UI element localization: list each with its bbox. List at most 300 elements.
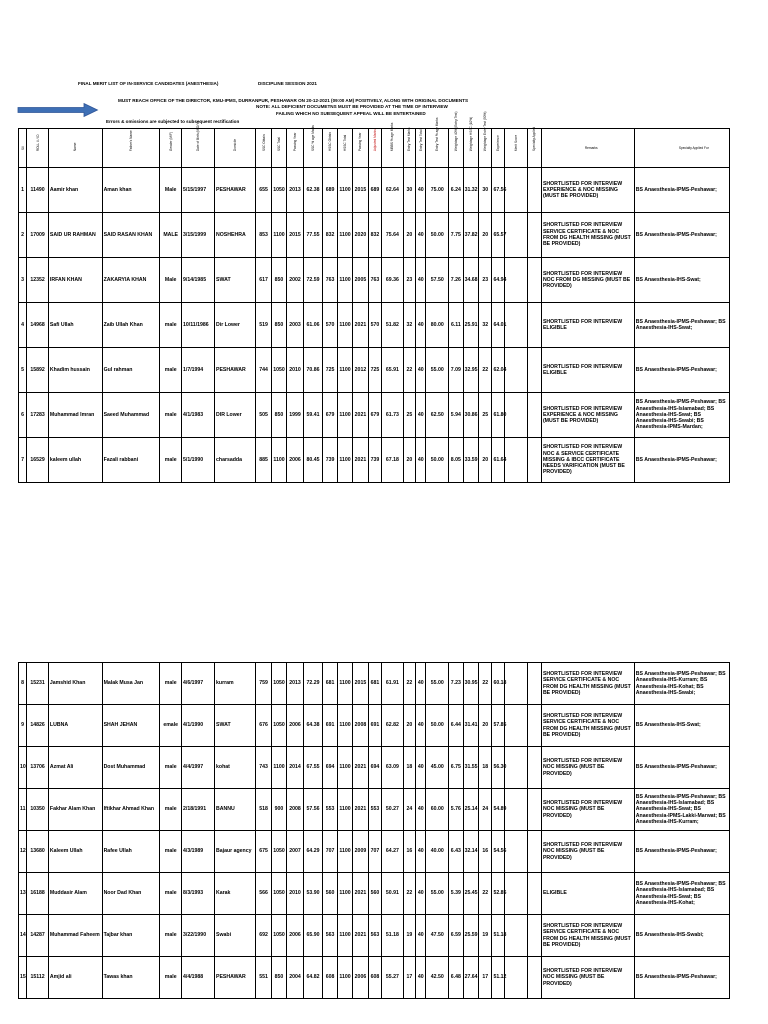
cell-specialty: BS Anaesthesia-IPMS-Peshawar; — [634, 348, 729, 393]
cell-c12: 55.00 — [426, 348, 449, 393]
cell-c14: 31.55 — [463, 747, 478, 789]
cell-remarks: SHORTLISTED FOR INTERVIEW NOC FROM DG MISSING (MUST BE PROVIDED) — [541, 258, 634, 303]
column-header: Weightage 40% (Entry Test) — [449, 129, 463, 168]
cell-c10: 30 — [403, 168, 415, 213]
cell-c9: 65.91 — [382, 348, 404, 393]
cell-remarks: SHORTLISTED FOR INTERVIEW ELIGIBLE — [541, 348, 634, 393]
cell-blank — [527, 957, 541, 999]
cell-merit2 — [504, 168, 527, 213]
cell-c12: 62.50 — [426, 393, 449, 438]
cell-c1: 551 — [256, 957, 271, 999]
cell-sno: 10 — [19, 747, 27, 789]
cell-c3: 2006 — [287, 438, 304, 483]
cell-c12: 50.00 — [426, 705, 449, 747]
cell-c2: 1100 — [271, 438, 286, 483]
cell-name: LUBNA — [48, 705, 102, 747]
cell-c8: 691 — [368, 705, 381, 747]
cell-c10: 18 — [403, 747, 415, 789]
cell-c5: 563 — [323, 915, 337, 957]
cell-c13: 8.05 — [449, 438, 463, 483]
cell-c11: 40 — [416, 213, 426, 258]
cell-c3: 2010 — [287, 348, 304, 393]
cell-name: kaleem ullah — [48, 438, 102, 483]
errors-note: Errors & omissions are subjected to subsequent rectification — [106, 119, 240, 124]
cell-c12: 45.00 — [426, 747, 449, 789]
table-row — [19, 789, 730, 831]
cell-dob: 1/7/1994 — [182, 348, 215, 393]
cell-c15: 16 — [479, 831, 492, 873]
cell-c9: 67.18 — [382, 438, 404, 483]
merit-table-2 — [18, 662, 730, 999]
cell-c2: 900 — [271, 789, 286, 831]
cell-c4: 72.59 — [303, 258, 323, 303]
cell-c6: 1100 — [337, 831, 352, 873]
cell-c15: 24 — [479, 789, 492, 831]
cell-roll: 15892 — [27, 348, 49, 393]
column-header: Entry Test % age Marks — [426, 129, 449, 168]
cell-specialty: BS Anaesthesia-IPMS-Peshawar; BS Anaesthesia-IHS-Islamabad; BS Anaesthesia-IHS-Swat; BS Anaesthesia-IHS-Swabi; BS Anaesthesia-IPMS-Mardan; — [634, 393, 729, 438]
cell-gender: male — [160, 663, 182, 705]
cell-sno: 2 — [19, 213, 27, 258]
cell-c5: 570 — [323, 303, 337, 348]
cell-c14: 25.14 — [463, 789, 478, 831]
cell-roll: 14968 — [27, 303, 49, 348]
cell-c8: 707 — [368, 831, 381, 873]
cell-dob: 4/6/1997 — [182, 663, 215, 705]
cell-c6: 1100 — [337, 957, 352, 999]
cell-c11: 40 — [416, 789, 426, 831]
cell-merit: 61.80 — [492, 393, 504, 438]
cell-c7: 2021 — [353, 303, 368, 348]
cell-c7: 2021 — [353, 438, 368, 483]
cell-c4: 62.38 — [303, 168, 323, 213]
cell-c13: 6.48 — [449, 957, 463, 999]
cell-c7: 2015 — [353, 168, 368, 213]
cell-c13: 6.75 — [449, 747, 463, 789]
cell-specialty: BS Anaesthesia-IPMS-Peshawar; BS Anaesthesia-IHS-Kurram; BS Anaesthesia-IHS-Kohat; BS Anaesthesia-IHS-Swabi; — [634, 663, 729, 705]
cell-c10: 20 — [403, 213, 415, 258]
cell-gender: male — [160, 348, 182, 393]
cell-c4: 72.29 — [303, 663, 323, 705]
cell-roll: 14826 — [27, 705, 49, 747]
cell-merit2 — [504, 348, 527, 393]
cell-sno: 4 — [19, 303, 27, 348]
cell-c6: 1100 — [337, 348, 352, 393]
cell-c8: 694 — [368, 747, 381, 789]
cell-c3: 2003 — [287, 303, 304, 348]
cell-domicile: PESHAWAR — [215, 168, 256, 213]
cell-c5: 832 — [323, 213, 337, 258]
cell-c10: 20 — [403, 705, 415, 747]
cell-specialty: BS Anaesthesia-IPMS-Peshawar; BS Anaesthesia-IHS-Islamabad; BS Anaesthesia-IHS-Swat; BS Anaesthesia-IHS-Kohat; — [634, 873, 729, 915]
cell-domicile: kurram — [215, 663, 256, 705]
cell-merit: 67.56 — [492, 168, 504, 213]
cell-remarks: SHORTLISTED FOR INTERVIEW NOC MISSING (MUST BE PROVIDED) — [541, 957, 634, 999]
warning-line: FAILING WHICH NO SUBSEQUENT APPEAL WILL BE ENTERTAINED — [276, 111, 426, 116]
cell-father: Malak Musa Jan — [102, 663, 160, 705]
cell-blank — [527, 303, 541, 348]
cell-c12: 57.50 — [426, 258, 449, 303]
cell-c1: 743 — [256, 747, 271, 789]
cell-father: Dost Muhammad — [102, 747, 160, 789]
cell-remarks: SHORTLISTED FOR INTERVIEW SERVICE CERTIFICATE & NOC FROM DG HEALTH MISSING (MUST BE PROVIDED) — [541, 915, 634, 957]
column-header: Passing Year — [287, 129, 304, 168]
cell-domicile: NOSHEHRA — [215, 213, 256, 258]
cell-father: SAID RASAN KHAN — [102, 213, 160, 258]
cell-c2: 850 — [271, 303, 286, 348]
cell-gender: male — [160, 789, 182, 831]
cell-gender: Male — [160, 258, 182, 303]
cell-c15: 30 — [479, 168, 492, 213]
cell-gender: male — [160, 438, 182, 483]
cell-c12: 55.00 — [426, 663, 449, 705]
cell-c6: 1100 — [337, 168, 352, 213]
cell-roll: 10350 — [27, 789, 49, 831]
cell-c13: 7.75 — [449, 213, 463, 258]
cell-c10: 24 — [403, 789, 415, 831]
cell-merit2 — [504, 393, 527, 438]
cell-roll: 12352 — [27, 258, 49, 303]
cell-merit: 51.12 — [492, 957, 504, 999]
cell-gender: male — [160, 747, 182, 789]
cell-sno: 8 — [19, 663, 27, 705]
table-row — [19, 957, 730, 999]
cell-gender: emale — [160, 705, 182, 747]
cell-c9: 51.18 — [382, 915, 404, 957]
cell-name: Muddasir Alam — [48, 873, 102, 915]
cell-c15: 25 — [479, 393, 492, 438]
cell-c5: 679 — [323, 393, 337, 438]
cell-c14: 25.45 — [463, 873, 478, 915]
cell-name: Kaleem Ullah — [48, 831, 102, 873]
cell-specialty: BS Anaesthesia-IHS-Swat; — [634, 258, 729, 303]
cell-c4: 57.56 — [303, 789, 323, 831]
cell-merit2 — [504, 873, 527, 915]
cell-c2: 1050 — [271, 915, 286, 957]
cell-c14: 37.82 — [463, 213, 478, 258]
cell-c1: 617 — [256, 258, 271, 303]
cell-c4: 77.55 — [303, 213, 323, 258]
cell-specialty: BS Anaesthesia-IPMS-Peshawar; BS Anaesthesia-IHS-Swat; — [634, 303, 729, 348]
cell-c4: 61.06 — [303, 303, 323, 348]
cell-remarks: SHORTLISTED FOR INTERVIEW EXPERIENCE & NOC MISSING (MUST BE PROVIDED) — [541, 393, 634, 438]
cell-c1: 566 — [256, 873, 271, 915]
cell-specialty: BS Anaesthesia-IPMS-Peshawar; — [634, 957, 729, 999]
cell-roll: 15231 — [27, 663, 49, 705]
cell-c5: 763 — [323, 258, 337, 303]
cell-c6: 1100 — [337, 663, 352, 705]
cell-c3: 2015 — [287, 213, 304, 258]
cell-c9: 50.27 — [382, 789, 404, 831]
cell-c4: 70.86 — [303, 348, 323, 393]
cell-sno: 1 — [19, 168, 27, 213]
cell-sno: 12 — [19, 831, 27, 873]
cell-name: IRFAN KHAN — [48, 258, 102, 303]
cell-name: SAID UR RAHMAN — [48, 213, 102, 258]
cell-c12: 80.00 — [426, 303, 449, 348]
cell-c7: 2021 — [353, 873, 368, 915]
cell-c9: 61.73 — [382, 393, 404, 438]
cell-sno: 7 — [19, 438, 27, 483]
cell-father: Fazali rabbani — [102, 438, 160, 483]
cell-roll: 15112 — [27, 957, 49, 999]
cell-c6: 1100 — [337, 438, 352, 483]
cell-c7: 2008 — [353, 705, 368, 747]
cell-specialty: BS Anaesthesia-IHS-Swat; — [634, 705, 729, 747]
cell-c3: 2008 — [287, 789, 304, 831]
cell-dob: 4/4/1997 — [182, 747, 215, 789]
cell-c6: 1100 — [337, 258, 352, 303]
cell-dob: 9/14/1985 — [182, 258, 215, 303]
cell-c11: 40 — [416, 957, 426, 999]
cell-c3: 2013 — [287, 168, 304, 213]
cell-sno: 11 — [19, 789, 27, 831]
cell-sno: 3 — [19, 258, 27, 303]
cell-c12: 40.00 — [426, 831, 449, 873]
column-header: Gender (M/F) — [160, 129, 182, 168]
cell-c12: 50.00 — [426, 213, 449, 258]
cell-c5: 691 — [323, 705, 337, 747]
cell-c10: 20 — [403, 438, 415, 483]
cell-c1: 518 — [256, 789, 271, 831]
column-header: Remarks — [541, 129, 634, 168]
cell-c2: 850 — [271, 957, 286, 999]
cell-blank — [527, 789, 541, 831]
cell-gender: male — [160, 393, 182, 438]
cell-domicile: DIR Lower — [215, 393, 256, 438]
cell-remarks: SHORTLISTED FOR INTERVIEW EXPERIENCE & NOC MISSING (MUST BE PROVIDED) — [541, 168, 634, 213]
cell-c3: 1999 — [287, 393, 304, 438]
cell-c8: 560 — [368, 873, 381, 915]
cell-c4: 67.55 — [303, 747, 323, 789]
cell-merit: 51.18 — [492, 915, 504, 957]
cell-c14: 30.95 — [463, 663, 478, 705]
cell-domicile: Swabi — [215, 915, 256, 957]
cell-c11: 40 — [416, 303, 426, 348]
cell-father: Rafee Ullah — [102, 831, 160, 873]
cell-c15: 20 — [479, 438, 492, 483]
cell-c10: 32 — [403, 303, 415, 348]
cell-gender: male — [160, 873, 182, 915]
cell-name: Jamshid Khan — [48, 663, 102, 705]
cell-c4: 64.38 — [303, 705, 323, 747]
cell-c2: 1100 — [271, 213, 286, 258]
cell-c6: 1100 — [337, 393, 352, 438]
cell-c2: 1050 — [271, 831, 286, 873]
cell-dob: 4/4/1988 — [182, 957, 215, 999]
column-header: Weightage Entry Test (50%) — [479, 129, 492, 168]
cell-c4: 80.45 — [303, 438, 323, 483]
cell-c5: 739 — [323, 438, 337, 483]
cell-merit2 — [504, 831, 527, 873]
cell-domicile: Dir Lower — [215, 303, 256, 348]
cell-c11: 40 — [416, 168, 426, 213]
cell-c10: 22 — [403, 663, 415, 705]
cell-c1: 655 — [256, 168, 271, 213]
cell-c2: 1050 — [271, 873, 286, 915]
cell-father: Iftikhar Ahmad Khan — [102, 789, 160, 831]
cell-c1: 853 — [256, 213, 271, 258]
cell-c6: 1100 — [337, 705, 352, 747]
cell-c9: 61.91 — [382, 663, 404, 705]
cell-merit: 64.01 — [492, 303, 504, 348]
cell-merit: 61.64 — [492, 438, 504, 483]
cell-roll: 13680 — [27, 831, 49, 873]
cell-domicile: SWAT — [215, 258, 256, 303]
cell-gender: male — [160, 957, 182, 999]
cell-father: SHAH JEHAN — [102, 705, 160, 747]
cell-c3: 2006 — [287, 705, 304, 747]
cell-merit2 — [504, 705, 527, 747]
cell-merit2 — [504, 303, 527, 348]
cell-c6: 1100 — [337, 873, 352, 915]
cell-c14: 25.91 — [463, 303, 478, 348]
cell-c13: 7.23 — [449, 663, 463, 705]
cell-c3: 2004 — [287, 957, 304, 999]
cell-c13: 5.76 — [449, 789, 463, 831]
cell-c11: 40 — [416, 393, 426, 438]
cell-c5: 707 — [323, 831, 337, 873]
cell-blank — [527, 348, 541, 393]
cell-father: Tajbar khan — [102, 915, 160, 957]
cell-c9: 69.36 — [382, 258, 404, 303]
cell-merit: 57.85 — [492, 705, 504, 747]
cell-roll: 16529 — [27, 438, 49, 483]
cell-name: Aamir khan — [48, 168, 102, 213]
cell-c11: 40 — [416, 831, 426, 873]
cell-blank — [527, 213, 541, 258]
cell-merit: 54.56 — [492, 831, 504, 873]
cell-c11: 40 — [416, 348, 426, 393]
cell-c9: 64.27 — [382, 831, 404, 873]
cell-c2: 1050 — [271, 705, 286, 747]
cell-gender: male — [160, 915, 182, 957]
cell-c10: 25 — [403, 393, 415, 438]
cell-c3: 2007 — [287, 831, 304, 873]
cell-father: Gul rahman — [102, 348, 160, 393]
cell-c11: 40 — [416, 747, 426, 789]
cell-c13: 6.24 — [449, 168, 463, 213]
cell-c7: 2021 — [353, 393, 368, 438]
cell-domicile: kohat — [215, 747, 256, 789]
cell-c10: 22 — [403, 348, 415, 393]
cell-c3: 2010 — [287, 873, 304, 915]
cell-remarks: SHORTLISTED FOR INTERVIEW ELIGIBLE — [541, 303, 634, 348]
cell-c13: 7.09 — [449, 348, 463, 393]
cell-c4: 53.90 — [303, 873, 323, 915]
column-header: Experience — [492, 129, 504, 168]
arrow-right-icon — [18, 103, 98, 117]
cell-father: Saeed Muhammad — [102, 393, 160, 438]
cell-dob: 4/1/1990 — [182, 705, 215, 747]
cell-c9: 51.82 — [382, 303, 404, 348]
cell-c6: 1100 — [337, 303, 352, 348]
cell-c9: 50.91 — [382, 873, 404, 915]
cell-c11: 40 — [416, 438, 426, 483]
cell-c8: 763 — [368, 258, 381, 303]
cell-c1: 759 — [256, 663, 271, 705]
cell-domicile: charsadda — [215, 438, 256, 483]
table-row — [19, 393, 730, 438]
cell-merit2 — [504, 258, 527, 303]
session-label: DISCIPLINE SESSION 2021 — [258, 81, 317, 86]
cell-c7: 2009 — [353, 831, 368, 873]
cell-c8: 679 — [368, 393, 381, 438]
cell-c11: 40 — [416, 705, 426, 747]
cell-name: Azmat Ali — [48, 747, 102, 789]
cell-blank — [527, 747, 541, 789]
cell-c1: 505 — [256, 393, 271, 438]
column-header: Entry Test Total — [416, 129, 426, 168]
cell-domicile: PESHAWAR — [215, 957, 256, 999]
cell-c6: 1100 — [337, 213, 352, 258]
cell-c9: 62.64 — [382, 168, 404, 213]
column-header: Merit Score — [504, 129, 527, 168]
cell-c8: 553 — [368, 789, 381, 831]
cell-blank — [527, 873, 541, 915]
cell-name: Muhammad Faheem — [48, 915, 102, 957]
cell-merit2 — [504, 747, 527, 789]
cell-c2: 1050 — [271, 168, 286, 213]
cell-roll: 17009 — [27, 213, 49, 258]
cell-c8: 689 — [368, 168, 381, 213]
cell-specialty: BS Anaesthesia-IPMS-Peshawar; BS Anaesthesia-IHS-Islamabad; BS Anaesthesia-IHS-Swat; BS Anaesthesia-IPMS-Lakki-Marwat; BS Anaesthesia-IHS-Kurram; — [634, 789, 729, 831]
cell-domicile: BANNU — [215, 789, 256, 831]
cell-c14: 31.41 — [463, 705, 478, 747]
cell-c12: 47.50 — [426, 915, 449, 957]
cell-c14: 34.68 — [463, 258, 478, 303]
cell-remarks: SHORTLISTED FOR INTERVIEW SERVICE CERTIFICATE & NOC FROM DG HEALTH MISSING (MUST BE PROVIDED) — [541, 663, 634, 705]
cell-father: Tawas khan — [102, 957, 160, 999]
column-header: Date of Birth (M/D/Y) — [182, 129, 215, 168]
cell-c7: 2021 — [353, 789, 368, 831]
cell-domicile: PESHAWAR — [215, 348, 256, 393]
column-header: SSC Obtain — [256, 129, 271, 168]
cell-c14: 25.59 — [463, 915, 478, 957]
cell-c11: 40 — [416, 873, 426, 915]
cell-c3: 2014 — [287, 747, 304, 789]
cell-roll: 11490 — [27, 168, 49, 213]
cell-remarks: SHORTLISTED FOR INTERVIEW NOC MISSING (MUST BE PROVIDED) — [541, 747, 634, 789]
cell-c6: 1100 — [337, 747, 352, 789]
cell-dob: 10/11/1986 — [182, 303, 215, 348]
cell-c6: 1100 — [337, 789, 352, 831]
cell-roll: 17283 — [27, 393, 49, 438]
column-header: ROLL # / ID — [27, 129, 49, 168]
cell-c7: 2005 — [353, 258, 368, 303]
cell-c7: 2020 — [353, 213, 368, 258]
cell-c14: 32.95 — [463, 348, 478, 393]
cell-name: Fakhar Alam Khan — [48, 789, 102, 831]
cell-c2: 1050 — [271, 663, 286, 705]
cell-roll: 14287 — [27, 915, 49, 957]
cell-c5: 553 — [323, 789, 337, 831]
cell-c15: 19 — [479, 915, 492, 957]
column-header: Adjusted Marks — [368, 129, 381, 168]
cell-c7: 2006 — [353, 957, 368, 999]
cell-specialty: BS Anaesthesia-IPMS-Peshawar; — [634, 831, 729, 873]
cell-c5: 608 — [323, 957, 337, 999]
cell-domicile: Karak — [215, 873, 256, 915]
cell-c12: 60.00 — [426, 789, 449, 831]
cell-merit2 — [504, 663, 527, 705]
cell-c2: 850 — [271, 258, 286, 303]
cell-c15: 32 — [479, 303, 492, 348]
cell-merit2 — [504, 957, 527, 999]
cell-c4: 64.82 — [303, 957, 323, 999]
cell-c9: 62.82 — [382, 705, 404, 747]
cell-sno: 14 — [19, 915, 27, 957]
